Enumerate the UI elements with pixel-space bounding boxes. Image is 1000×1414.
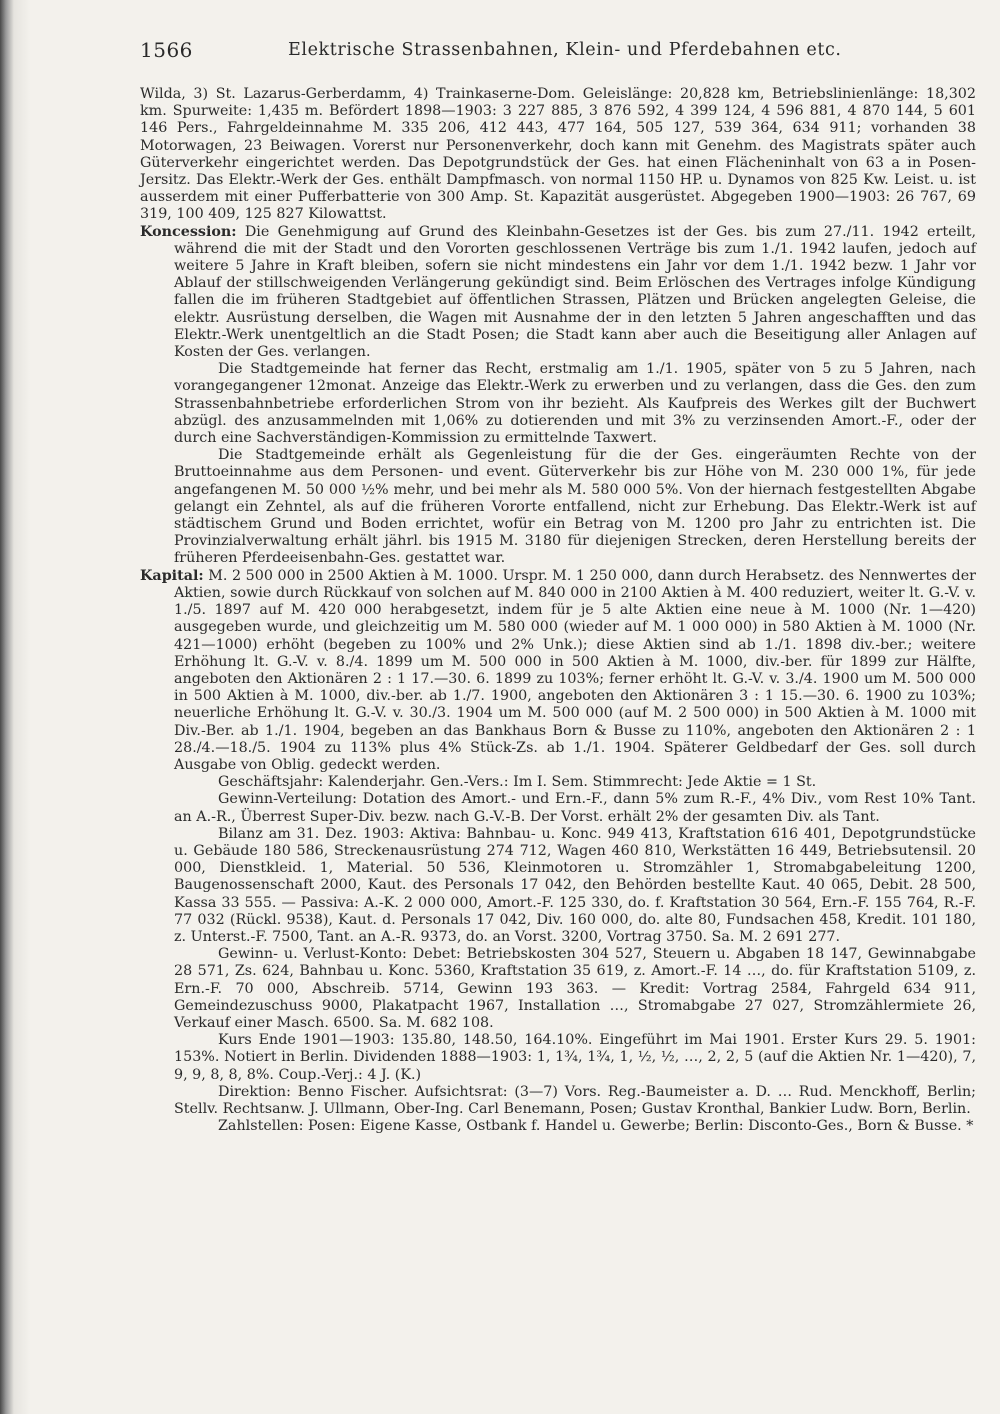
paragraph-gewinn-verteilung [140,791,976,825]
page-header [140,38,980,64]
paragraph-stadtgemeinde-gegenleistung [140,447,976,567]
paragraph-text: Gewinn- u. Verlust-Konto: Debet: Betriebskosten 304 527, Steuern u. Abgaben 18 147, Gewinnabgabe 28 571, Zs. 624, Bahnbau u. Konc. 5360, Kraftstation 35 619, z. Amort.-F. 14 …, do. für Kraftstation 5109, z. Ern.-F. 70 000, Abschreib. 5714, Gewinn 193 363. — Kredit: Vortrag 2584, Fahrgeld 634 911, Gemeindezuschuss 9000, Plakatpacht 1967, Installation …, Stromabgabe 27 027, Stromzählermiete 26, Verkauf einer Masch. 6500. Sa. M. 682 108. [174,946,976,1031]
running-title: Elektrische Strassenbahnen, Klein- und Pferdebahnen etc. [288,40,842,60]
paragraph-kapital [140,568,976,774]
paragraph-bilanz [140,826,976,946]
paragraph-text: Zahlstellen: Posen: Eigene Kasse, Ostbank f. Handel u. Gewerbe; Berlin: Disconto-Ges., Born & Busse. * [218,1118,974,1135]
section-label-kapital: Kapital: [140,567,204,584]
paragraph-text: Geschäftsjahr: Kalenderjahr. Gen.-Vers.: Im I. Sem. Stimmrecht: Jede Aktie = 1 St. [218,774,817,791]
paragraph-text: Direktion: Benno Fischer. Aufsichtsrat: (3—7) Vors. Reg.-Baumeister a. D. … Rud. Menckhoff, Berlin; Stellv. Rechtsanw. J. Ullmann, Ober-Ing. Carl Benemann, Posen; Gustav Kronthal, Bankier Ludw. Born, Berlin. [174,1083,976,1117]
paragraph-text: Kurs Ende 1901—1903: 135.80, 148.50, 164.10%. Eingeführt im Mai 1901. Erster Kurs 29. 5. 1901: 153%. Notiert in Berlin. Dividenden 1888—1903: 1, 1¾, 1¾, 1, ½, ½, …, 2, 2, 5 (auf die Aktien Nr. 1—420), 7, 9, 9, 8, 8, 8%. Coup.-Verj.: 4 J. (K.) [174,1032,976,1083]
paragraph-koncession [140,224,976,362]
paragraph-company-description [140,86,976,224]
paragraph-text: Wilda, 3) St. Lazarus-Gerberdamm, 4) Trainkaserne-Dom. Geleislänge: 20,828 km, Betriebslinienlänge: 18,302 km. Spurweite: 1,435 m. Befördert 1898—1903: 3 227 885, 3 876 592, 4 399 124, 4 596 881, 4 870 144, 5 601 146 Pers., Fahrgeldeinnahme M. 335 206, 412 443, 477 164, 505 127, 539 364, 634 911; vorhanden 38 Motorwagen, 23 Beiwagen. Vorerst nur Personenverkehr, doch kann mit Genehm. des Magistrats später auch Güterverkehr eingerichtet werden. Das Depotgrundstück der Ges. hat einen Flächeninhalt von 63 a in Posen-Jersitz. Das Elektr.-Werk der Ges. enthält Dampfmasch. von normal 1150 HP. u. Dynamos von 825 Kw. Leist. u. ist ausserdem mit einer Pufferbatterie von 300 Amp. St. Kapazität ausgerüstet. Abgegeben 1900—1903: 26 767, 69 319, 100 409, 125 827 Kilowattst. [140,86,976,223]
paragraph-kurs-dividenden [140,1032,976,1084]
paragraph-stadtgemeinde-recht [140,361,976,447]
paragraph-text: Die Genehmigung auf Grund des Kleinbahn-Gesetzes ist der Ges. bis zum 27./11. 1942 erteilt, während die mit der Stadt und den Vororten geschlossenen Verträge bis zum 1./1. 1942 laufen, jedoch auf weitere 5 Jahre in Kraft bleiben, sofern sie nicht mindestens ein Jahr vor dem 1./1. 1942 bezw. 1 Jahr vor Ablauf der stillschweigenden Verlängerung gekündigt sind. Beim Erlöschen des Vertrages infolge Kündigung fallen die im früheren Stadtgebiet auf öffentlichen Strassen, Plätzen und Brücken angelegten Geleise, die elektr. Ausrüstung derselben, die Wagen mit Ausnahme der in den letzten 5 Jahren angeschafften und das Elektr.-Werk unentgeltlich an die Stadt Posen; die Stadt kann aber auch die Beseitigung aller Anlagen auf Kosten der Ges. verlangen. [174,223,976,361]
paragraph-text: Bilanz am 31. Dez. 1903: Aktiva: Bahnbau- u. Konc. 949 413, Kraftstation 616 401, Depotgrundstücke u. Gebäude 180 586, Streckenausrüstung 274 712, Wagen 460 810, Werkstätten 16 449, Betriebsutensil. 20 000, Dienstkleid. 1, Material. 50 536, Kleinmotoren u. Stromzähler 1, Stromabgabeleitung 1200, Baugenossenschaft 2000, Kaut. des Personals 17 042, den Behörden bestellte Kaut. 40 065, Debit. 28 500, Kassa 33 555. — Passiva: A.-K. 2 000 000, Amort.-F. 125 330, do. f. Kraftstation 30 564, Ern.-F. 155 764, R.-F. 77 032 (Rückl. 9538), Kaut. d. Personals 17 042, Div. 160 000, do. alte 80, Fundsachen 458, Kredit. 101 180, z. Unterst.-F. 7500, Tant. an A.-R. 9373, do. an Vorst. 3200, Vortrag 3750. Sa. M. 2 691 277. [174,825,976,945]
paragraph-text: Die Stadtgemeinde erhält als Gegenleistung für die der Ges. eingeräumten Rechte von der Bruttoeinnahme aus dem Personen- und event. Güterverkehr bis zur Höhe von M. 230 000 1%, für jede angefangenen M. 50 000 ½% mehr, und bei mehr als M. 580 000 5%. Von der hiernach festgestellten Abgabe gelangt ein Zehntel, als auf die früheren Vororte entfallend, nicht zur Erhebung. Das Elektr.-Werk ist auf städtischem Grund und Boden errichtet, wofür ein Betrag von M. 1200 pro Jahr zu entrichten ist. Die Provinzialverwaltung erhält jährl. bis 1915 M. 3180 für diejenigen Strecken, deren Herstellung bereits der früheren Pferdeeisenbahn-Ges. gestattet war. [174,447,976,567]
section-label-koncession: Koncession: [140,223,237,240]
paragraph-direktion [140,1084,976,1118]
paragraph-gewinn-verlust-konto [140,946,976,1032]
page-number: 1566 [140,38,193,62]
paragraph-geschaeftsjahr [140,774,976,791]
paragraph-text: Gewinn-Verteilung: Dotation des Amort.- und Ern.-F., dann 5% zum R.-F., 4% Div., vom Rest 10% Tant. an A.-R., Überrest Super-Div. bezw. nach G.-V.-B. Der Vorst. erhält 2% der gesamten Div. als Tant. [174,791,976,825]
paragraph-zahlstellen [140,1118,976,1135]
document-body [140,86,976,1135]
paragraph-text: Die Stadtgemeinde hat ferner das Recht, erstmalig am 1./1. 1905, später von 5 zu 5 Jahren, nach vorangegangener 12monat. Anzeige das Elektr.-Werk zu erwerben und zu verlangen, dass die Ges. den zum Strassenbahnbetriebe erforderlichen Strom von ihr bezieht. Als Kaufpreis des Werkes gilt der Buchwert abzügl. des anzusammelnden mit 1,06% zu dotierenden und mit 3% zu verzinsenden Amort.-F., oder der durch eine Sachverständigen-Kommission zu ermittelnde Taxwert. [174,361,976,447]
paragraph-text: M. 2 500 000 in 2500 Aktien à M. 1000. Urspr. M. 1 250 000, dann durch Herabsetz. des Nennwertes der Aktien, sowie durch Rückkauf von solchen auf M. 840 000 in 2100 Aktien à M. 400 reduziert, weiter lt. G.-V. v. 1./5. 1897 auf M. 420 000 herabgesetzt, indem für je 5 alte Aktien eine neue à M. 1000 (Nr. 1—420) ausgegeben wurde, und gleichzeitig um M. 580 000 (wieder auf M. 1 000 000) in 580 Aktien à M. 1000 (Nr. 421—1000) erhöht (begeben zu 100% und 2% Unk.); diese Aktien sind ab 1./1. 1898 div.-ber.; weitere Erhöhung lt. G.-V. v. 8./4. 1899 um M. 500 000 in 500 Aktien à M. 1000, div.-ber. für 1899 zur Hälfte, angeboten den Aktionären 2 : 1 17.—30. 6. 1899 zu 103%; ferner erhöht lt. G.-V. v. 3./4. 1900 um M. 500 000 in 500 Aktien à M. 1000, div.-ber. ab 1./7. 1900, angeboten den Aktionären 3 : 1 15.—30. 6. 1900 zu 103%; neuerliche Erhöhung lt. G.-V. v. 30./3. 1904 um M. 500 000 (auf M. 2 500 000) in 500 Aktien à M. 1000 mit Div.-Ber. ab 1./1. 1904, begeben an das Bankhaus Born & Busse zu 110%, angeboten den Aktionären 2 : 1 28./4.—18./5. 1904 zu 113% plus 4% Stück-Zs. ab 1./1. 1904. Späterer Geldbedarf der Ges. soll durch Ausgabe von Oblig. gedeckt werden. [174,567,976,773]
